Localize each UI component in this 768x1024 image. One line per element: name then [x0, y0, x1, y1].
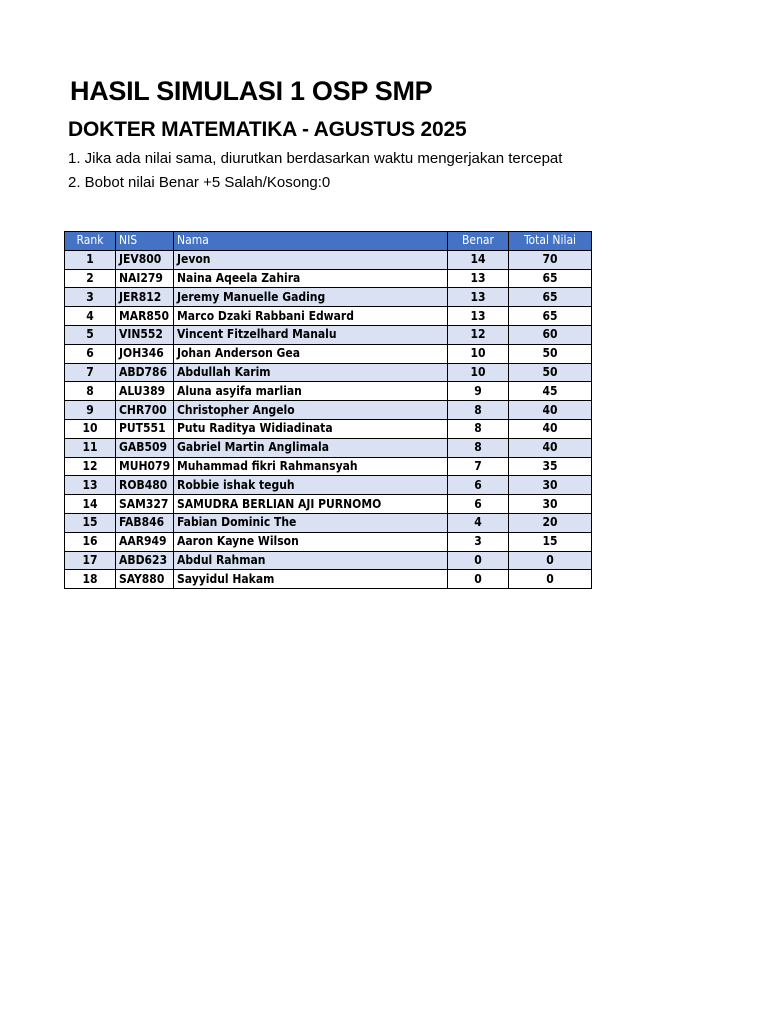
- cell-nis: NAI279: [116, 269, 174, 288]
- cell-total-nilai: 20: [509, 513, 592, 532]
- cell-nama: Robbie ishak teguh: [174, 476, 448, 495]
- table-row: [65, 513, 592, 532]
- cell-rank: 5: [65, 325, 116, 344]
- cell-nama: Aluna asyifa marlian: [174, 382, 448, 401]
- cell-total-nilai: 30: [509, 476, 592, 495]
- table-row: [65, 532, 592, 551]
- cell-rank: 3: [65, 288, 116, 307]
- cell-nis: FAB846: [116, 513, 174, 532]
- cell-nama: Jevon: [174, 250, 448, 269]
- cell-rank: 12: [65, 457, 116, 476]
- cell-nama: Jeremy Manuelle Gading: [174, 288, 448, 307]
- cell-rank: 18: [65, 570, 116, 589]
- table-row: [65, 457, 592, 476]
- cell-rank: 10: [65, 419, 116, 438]
- cell-benar: 10: [448, 344, 509, 363]
- table-row: [65, 495, 592, 514]
- cell-benar: 13: [448, 288, 509, 307]
- cell-benar: 7: [448, 457, 509, 476]
- cell-rank: 15: [65, 513, 116, 532]
- cell-nis: CHR700: [116, 401, 174, 420]
- cell-nama: Fabian Dominic The: [174, 513, 448, 532]
- cell-total-nilai: 40: [509, 401, 592, 420]
- cell-total-nilai: 40: [509, 438, 592, 457]
- cell-benar: 13: [448, 269, 509, 288]
- cell-nama: Marco Dzaki Rabbani Edward: [174, 307, 448, 326]
- cell-benar: 14: [448, 250, 509, 269]
- cell-total-nilai: 45: [509, 382, 592, 401]
- cell-nis: ABD623: [116, 551, 174, 570]
- cell-nama: Christopher Angelo: [174, 401, 448, 420]
- cell-benar: 4: [448, 513, 509, 532]
- cell-rank: 14: [65, 495, 116, 514]
- cell-nis: GAB509: [116, 438, 174, 457]
- cell-total-nilai: 65: [509, 288, 592, 307]
- cell-rank: 1: [65, 250, 116, 269]
- cell-total-nilai: 65: [509, 269, 592, 288]
- note-tie-breaker: 1. Jika ada nilai sama, diurutkan berdasarkan waktu mengerjakan tercepat: [68, 150, 563, 167]
- cell-total-nilai: 50: [509, 344, 592, 363]
- cell-benar: 12: [448, 325, 509, 344]
- cell-benar: 0: [448, 570, 509, 589]
- cell-benar: 3: [448, 532, 509, 551]
- cell-nama: Putu Raditya Widiadinata: [174, 419, 448, 438]
- cell-benar: 8: [448, 438, 509, 457]
- cell-nama: Muhammad fikri Rahmansyah: [174, 457, 448, 476]
- cell-benar: 0: [448, 551, 509, 570]
- cell-rank: 11: [65, 438, 116, 457]
- cell-rank: 6: [65, 344, 116, 363]
- note-scoring: 2. Bobot nilai Benar +5 Salah/Kosong:0: [68, 174, 331, 191]
- cell-benar: 13: [448, 307, 509, 326]
- cell-total-nilai: 15: [509, 532, 592, 551]
- cell-nis: ROB480: [116, 476, 174, 495]
- cell-rank: 17: [65, 551, 116, 570]
- column-header-nis: NIS: [116, 232, 174, 251]
- table-row: [65, 570, 592, 589]
- cell-total-nilai: 35: [509, 457, 592, 476]
- cell-nis: PUT551: [116, 419, 174, 438]
- cell-nama: Sayyidul Hakam: [174, 570, 448, 589]
- cell-nama: Naina Aqeela Zahira: [174, 269, 448, 288]
- cell-nama: Vincent Fitzelhard Manalu: [174, 325, 448, 344]
- cell-rank: 8: [65, 382, 116, 401]
- cell-nis: SAY880: [116, 570, 174, 589]
- cell-benar: 10: [448, 363, 509, 382]
- results-table-body: [65, 250, 592, 588]
- cell-nis: ALU389: [116, 382, 174, 401]
- column-header-rank: Rank: [65, 232, 116, 251]
- table-header-row: [65, 232, 592, 251]
- cell-total-nilai: 65: [509, 307, 592, 326]
- cell-benar: 9: [448, 382, 509, 401]
- cell-nis: ABD786: [116, 363, 174, 382]
- table-row: [65, 401, 592, 420]
- cell-rank: 2: [65, 269, 116, 288]
- cell-nama: Abdullah Karim: [174, 363, 448, 382]
- table-row: [65, 476, 592, 495]
- cell-benar: 8: [448, 401, 509, 420]
- table-row: [65, 344, 592, 363]
- table-row: [65, 325, 592, 344]
- cell-nis: AAR949: [116, 532, 174, 551]
- cell-rank: 13: [65, 476, 116, 495]
- cell-total-nilai: 60: [509, 325, 592, 344]
- page-subtitle: DOKTER MATEMATIKA - AGUSTUS 2025: [68, 118, 467, 141]
- table-row: [65, 269, 592, 288]
- cell-benar: 6: [448, 476, 509, 495]
- column-header-nama: Nama: [174, 232, 448, 251]
- table-row: [65, 382, 592, 401]
- table-row: [65, 250, 592, 269]
- cell-rank: 9: [65, 401, 116, 420]
- cell-nis: SAM327: [116, 495, 174, 514]
- results-table: [64, 231, 592, 589]
- cell-total-nilai: 40: [509, 419, 592, 438]
- table-row: [65, 363, 592, 382]
- cell-rank: 16: [65, 532, 116, 551]
- cell-nis: MUH079: [116, 457, 174, 476]
- cell-rank: 7: [65, 363, 116, 382]
- cell-total-nilai: 0: [509, 570, 592, 589]
- cell-nama: SAMUDRA BERLIAN AJI PURNOMO: [174, 495, 448, 514]
- cell-nama: Johan Anderson Gea: [174, 344, 448, 363]
- cell-nis: JER812: [116, 288, 174, 307]
- table-row: [65, 419, 592, 438]
- cell-nis: JOH346: [116, 344, 174, 363]
- cell-nis: VIN552: [116, 325, 174, 344]
- table-row: [65, 288, 592, 307]
- table-row: [65, 438, 592, 457]
- cell-rank: 4: [65, 307, 116, 326]
- cell-benar: 6: [448, 495, 509, 514]
- cell-total-nilai: 0: [509, 551, 592, 570]
- table-row: [65, 307, 592, 326]
- cell-benar: 8: [448, 419, 509, 438]
- table-row: [65, 551, 592, 570]
- cell-total-nilai: 70: [509, 250, 592, 269]
- page-title: HASIL SIMULASI 1 OSP SMP: [70, 76, 433, 106]
- cell-nama: Gabriel Martin Anglimala: [174, 438, 448, 457]
- column-header-total-nilai: Total Nilai: [509, 232, 592, 251]
- cell-nis: MAR850: [116, 307, 174, 326]
- cell-nama: Aaron Kayne Wilson: [174, 532, 448, 551]
- cell-nama: Abdul Rahman: [174, 551, 448, 570]
- column-header-benar: Benar: [448, 232, 509, 251]
- cell-nis: JEV800: [116, 250, 174, 269]
- cell-total-nilai: 30: [509, 495, 592, 514]
- cell-total-nilai: 50: [509, 363, 592, 382]
